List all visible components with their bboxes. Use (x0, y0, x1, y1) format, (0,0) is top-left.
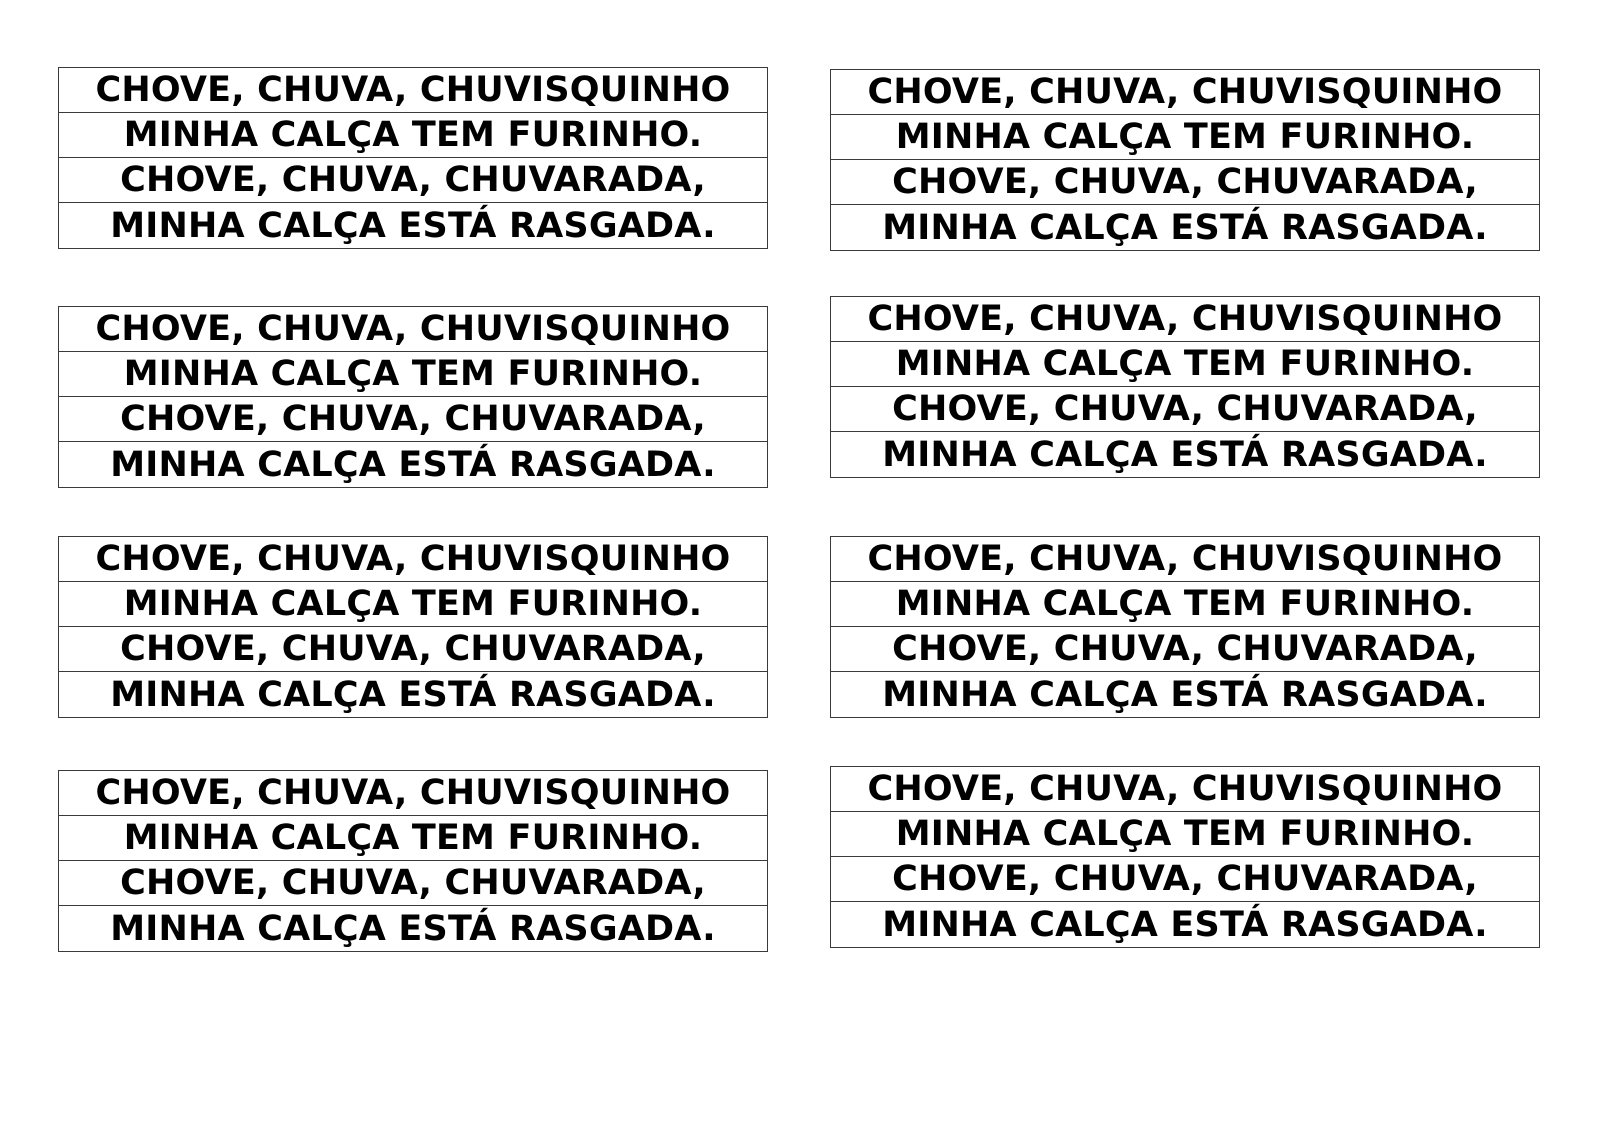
verse-line: CHOVE, CHUVA, CHUVISQUINHO (59, 68, 767, 113)
verse-line: MINHA CALÇA ESTÁ RASGADA. (882, 904, 1488, 945)
verse-line: CHOVE, CHUVA, CHUVISQUINHO (831, 537, 1539, 582)
verse-card (58, 536, 768, 718)
verse-line: MINHA CALÇA ESTÁ RASGADA. (110, 444, 716, 485)
verse-line: CHOVE, CHUVA, CHUVARADA, (831, 160, 1539, 205)
verse-line: MINHA CALÇA ESTÁ RASGADA. (110, 205, 716, 246)
verse-line: CHOVE, CHUVA, CHUVARADA, (59, 397, 767, 442)
verse-line: CHOVE, CHUVA, CHUVARADA, (831, 627, 1539, 672)
verse-line: CHOVE, CHUVA, CHUVARADA, (831, 387, 1539, 432)
verse-line: CHOVE, CHUVA, CHUVISQUINHO (59, 307, 767, 352)
verse-line: CHOVE, CHUVA, CHUVISQUINHO (831, 767, 1539, 812)
verse-card (830, 536, 1540, 718)
verse-card (58, 306, 768, 488)
verse-line: CHOVE, CHUVA, CHUVARADA, (59, 158, 767, 203)
verse-line: MINHA CALÇA ESTÁ RASGADA. (882, 674, 1488, 715)
verse-line: MINHA CALÇA ESTÁ RASGADA. (110, 908, 716, 949)
verse-line: CHOVE, CHUVA, CHUVARADA, (831, 857, 1539, 902)
verse-line: MINHA CALÇA TEM FURINHO. (59, 352, 767, 397)
verse-line: CHOVE, CHUVA, CHUVISQUINHO (59, 771, 767, 816)
verse-line: MINHA CALÇA ESTÁ RASGADA. (882, 434, 1488, 475)
verse-line: MINHA CALÇA TEM FURINHO. (831, 582, 1539, 627)
verse-card (58, 67, 768, 249)
verse-line: MINHA CALÇA ESTÁ RASGADA. (882, 207, 1488, 248)
verse-card (830, 296, 1540, 478)
verse-line: CHOVE, CHUVA, CHUVISQUINHO (831, 297, 1539, 342)
verse-line: MINHA CALÇA TEM FURINHO. (59, 113, 767, 158)
verse-line: MINHA CALÇA ESTÁ RASGADA. (110, 674, 716, 715)
verse-line: MINHA CALÇA TEM FURINHO. (831, 812, 1539, 857)
verse-line: CHOVE, CHUVA, CHUVARADA, (59, 627, 767, 672)
verse-line: MINHA CALÇA TEM FURINHO. (831, 115, 1539, 160)
verse-line: CHOVE, CHUVA, CHUVARADA, (59, 861, 767, 906)
verse-card (830, 69, 1540, 251)
verse-line: MINHA CALÇA TEM FURINHO. (831, 342, 1539, 387)
verse-line: CHOVE, CHUVA, CHUVISQUINHO (59, 537, 767, 582)
verse-card (58, 770, 768, 952)
verse-card (830, 766, 1540, 948)
verse-line: MINHA CALÇA TEM FURINHO. (59, 582, 767, 627)
verse-line: CHOVE, CHUVA, CHUVISQUINHO (831, 70, 1539, 115)
verse-line: MINHA CALÇA TEM FURINHO. (59, 816, 767, 861)
